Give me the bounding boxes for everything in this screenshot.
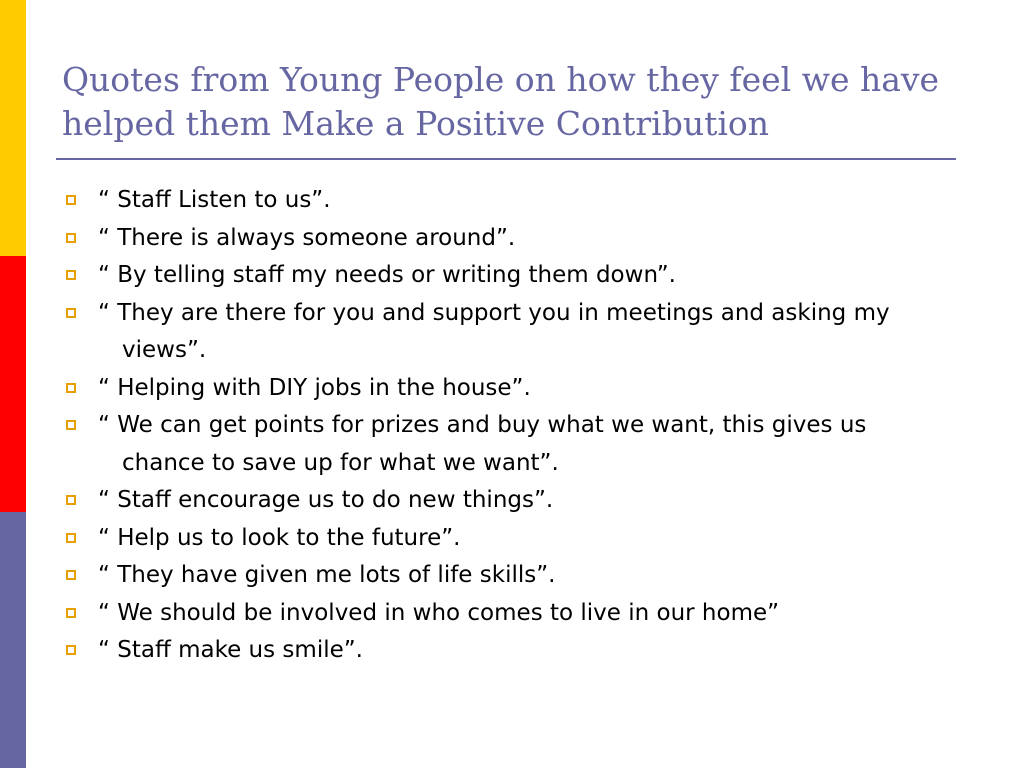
quote-text: “ Staff Listen to us”. <box>98 187 331 213</box>
hollow-square-bullet-icon <box>66 195 76 205</box>
hollow-square-bullet-icon <box>66 420 76 430</box>
quote-item <box>62 632 962 670</box>
left-bar-yellow-segment <box>0 0 26 256</box>
left-bar-blue-segment <box>0 512 26 768</box>
quote-text: “ Staff make us smile”. <box>98 637 363 663</box>
title-divider <box>56 158 956 160</box>
quote-item <box>62 482 962 520</box>
quote-text: “ By telling staff my needs or writing them down”. <box>98 262 676 288</box>
quote-text: “ Helping with DIY jobs in the house”. <box>98 374 531 401</box>
quote-item <box>62 520 962 558</box>
quote-text: “ They have given me lots of life skills”. <box>98 562 556 588</box>
quote-text: “ Help us to look to the future”. <box>98 524 461 551</box>
quote-text: “ There is always someone around”. <box>98 224 516 251</box>
hollow-square-bullet-icon <box>66 308 76 318</box>
quote-item <box>62 557 962 595</box>
hollow-square-bullet-icon <box>66 570 76 580</box>
left-color-bar <box>0 0 26 768</box>
quote-text: “ We should be involved in who comes to live in our home” <box>98 599 780 626</box>
hollow-square-bullet-icon <box>66 270 76 280</box>
quote-text: “ We can get points for prizes and buy what we want, this gives us chance to save up for what we want”. <box>98 412 867 476</box>
hollow-square-bullet-icon <box>66 383 76 393</box>
quote-item <box>62 295 962 370</box>
quote-item <box>62 220 962 258</box>
quote-item <box>62 182 962 220</box>
quote-text: “ They are there for you and support you in meetings and asking my views”. <box>98 299 890 363</box>
hollow-square-bullet-icon <box>66 645 76 655</box>
quote-item <box>62 257 962 295</box>
quote-item <box>62 407 962 482</box>
quote-item <box>62 370 962 408</box>
quote-list <box>62 182 962 670</box>
hollow-square-bullet-icon <box>66 233 76 243</box>
slide-title: Quotes from Young People on how they feel we have helped them Make a Positive Contribution <box>62 60 940 143</box>
hollow-square-bullet-icon <box>66 608 76 618</box>
hollow-square-bullet-icon <box>66 533 76 543</box>
quote-text: “ Staff encourage us to do new things”. <box>98 487 554 513</box>
quote-item <box>62 595 962 633</box>
left-bar-red-segment <box>0 256 26 512</box>
hollow-square-bullet-icon <box>66 495 76 505</box>
